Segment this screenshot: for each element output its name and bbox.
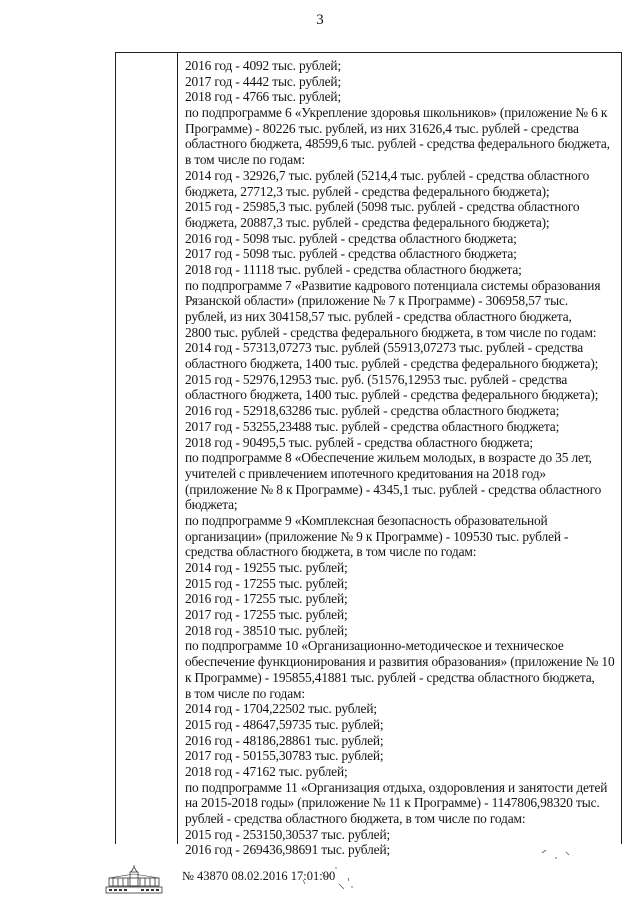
text-line: 2018 год - 47162 тыс. рублей; (185, 763, 348, 779)
text-line: 2014 год - 57313,07273 тыс. рублей (55913,07273 тыс. рублей - средства (185, 340, 584, 356)
text-line: 2016 год - 52918,63286 тыс. рублей - средства областного бюджета; (185, 403, 560, 419)
text-line: по подпрограмме 9 «Комплексная безопасность образовательной (185, 512, 548, 528)
program-table (115, 52, 622, 858)
text-line: 2015 год - 48647,59735 тыс. рублей; (185, 716, 384, 732)
funding-text-cell (185, 58, 617, 858)
text-line: Программе) - 80226 тыс. рублей, из них 31626,4 тыс. рублей - средства (185, 120, 579, 136)
text-line: в том числе по годам: (185, 152, 305, 168)
text-line: 2016 год - 4092 тыс. рублей; (185, 58, 342, 73)
text-line: 2015 год - 253150,30537 тыс. рублей; (185, 826, 391, 842)
text-line: 2018 год - 90495,5 тыс. рублей - средства областного бюджета; (185, 434, 533, 450)
text-line: 2015 год - 25985,3 тыс. рублей (5098 тыс. рублей - средства областного (185, 199, 580, 215)
text-line: 2017 год - 4442 тыс. рублей; (185, 73, 342, 89)
text-line: учителей с привлечением ипотечного кредитования на 2018 год» (185, 465, 546, 481)
text-line: 2016 год - 48186,28861 тыс. рублей; (185, 732, 384, 748)
text-line: по подпрограмме 6 «Укрепление здоровья школьников» (приложение № 6 к (185, 105, 608, 121)
text-line: 2015 год - 52976,12953 тыс. руб. (51576,12953 тыс. рублей - средства (185, 371, 568, 387)
text-line: по подпрограмме 7 «Развитие кадрового потенциала системы образования (185, 277, 601, 293)
text-line: 2800 тыс. рублей - средства федерального бюджета, в том числе по годам: (185, 324, 597, 340)
page-number: 3 (316, 12, 324, 28)
text-line: областного бюджета, 1400 тыс. рублей - средства федерального бюджета); (185, 356, 599, 372)
document-registration-code: № 43870 08.02.2016 17:01:00 (182, 869, 336, 883)
text-line: рублей - средства областного бюджета, в том числе по годам: (185, 811, 526, 826)
text-line: 2014 год - 1704,22502 тыс. рублей; (185, 701, 377, 717)
text-line: 2018 год - 4766 тыс. рублей; (185, 89, 342, 105)
text-line: к Программе) - 195855,41881 тыс. рублей - средства областного бюджета, (185, 669, 595, 685)
text-line: в том числе по годам: (185, 685, 305, 701)
text-line: обеспечение функционирования и развития образования» (приложение № 10 (185, 654, 615, 670)
text-line: 2018 год - 38510 тыс. рублей; (185, 622, 348, 638)
text-line: по подпрограмме 11 «Организация отдыха, оздоровления и занятости детей (185, 779, 608, 795)
text-line: бюджета, 27712,3 тыс. рублей - средства федерального бюджета); (185, 183, 550, 199)
text-line: по подпрограмме 8 «Обеспечение жильем молодых, в возрасте до 35 лет, (185, 450, 592, 466)
text-line: 2018 год - 11118 тыс. рублей - средства областного бюджета; (185, 261, 522, 277)
text-line: (приложение № 8 к Программе) - 4345,1 тыс. рублей - средства областного (185, 481, 602, 497)
text-line: на 2015-2018 годы» (приложение № 11 к Программе) - 1147806,98320 тыс. (185, 795, 600, 811)
text-line: 2014 год - 32926,7 тыс. рублей (5214,4 тыс. рублей - средства областного (185, 167, 590, 183)
text-line: 2014 год - 19255 тыс. рублей; (185, 560, 348, 575)
text-line: по подпрограмме 10 «Организационно-методическое и техническое (185, 638, 564, 654)
text-line: 2016 год - 269436,98691 тыс. рублей; (185, 842, 391, 858)
text-line: средства областного бюджета, в том числе по годам: (185, 544, 477, 560)
text-line: 2016 год - 17255 тыс. рублей; (185, 591, 348, 607)
text-line: 2015 год - 17255 тыс. рублей; (185, 575, 348, 591)
text-line: организации» (приложение № 9 к Программе) - 109530 тыс. рублей - (185, 528, 569, 544)
text-line: 2017 год - 50155,30783 тыс. рублей; (185, 748, 384, 764)
text-line: 2016 год - 5098 тыс. рублей - средства областного бюджета; (185, 230, 517, 246)
text-line: областного бюджета, 1400 тыс. рублей - средства федерального бюджета); (185, 387, 599, 403)
text-line: бюджета; (185, 497, 238, 513)
text-line: Рязанской области» (приложение № 7 к Программе) - 306958,57 тыс. (185, 293, 568, 309)
text-line: рублей, из них 304158,57 тыс. рублей - средства областного бюджета, (185, 309, 572, 324)
text-line: 2017 год - 17255 тыс. рублей; (185, 607, 348, 623)
text-line: 2017 год - 5098 тыс. рублей - средства областного бюджета; (185, 246, 517, 262)
government-building-logo-icon (105, 864, 163, 894)
text-line: областного бюджета, 48599,6 тыс. рублей - средства федерального бюджета, (185, 136, 610, 152)
text-line: 2017 год - 53255,23488 тыс. рублей - средства областного бюджета; (185, 418, 560, 434)
table-column-divider (177, 53, 178, 844)
text-line: бюджета, 20887,3 тыс. рублей - средства федерального бюджета); (185, 214, 550, 230)
